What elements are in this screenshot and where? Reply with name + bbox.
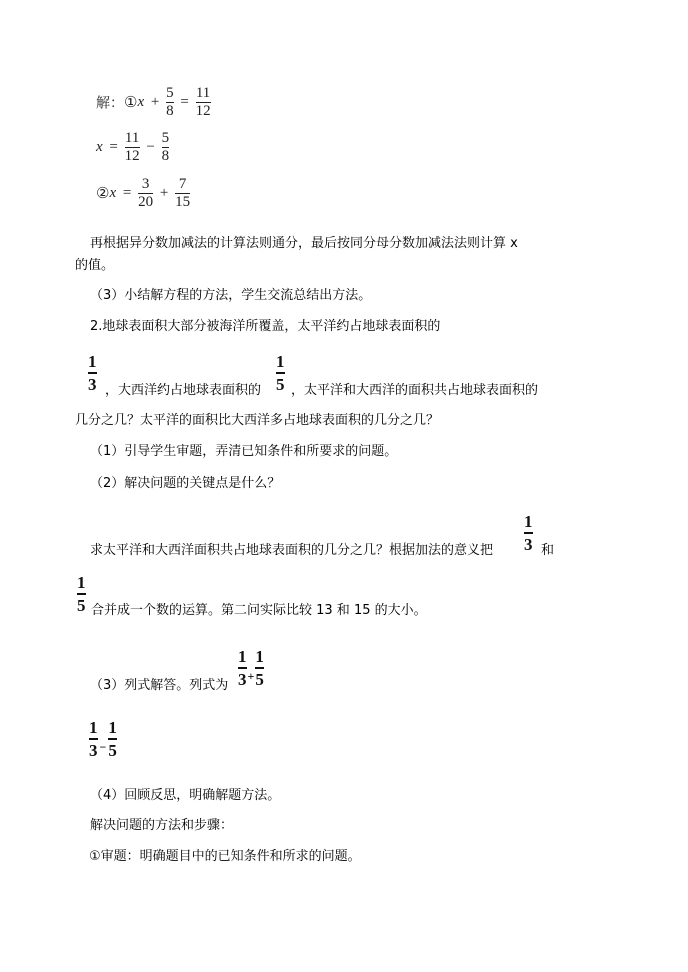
key-point-text: 求太平洋和大西洋面积共占地球表面积的几分之几？根据加法的意义把 xyxy=(90,543,494,558)
variable-x: x xyxy=(96,139,103,155)
method-step-1: ①审题：明确题目中的已知条件和所求的问题。 xyxy=(89,849,361,864)
equation-line-2: x = $\frac{11}{12}$ − $\frac{5}{8}$ xyxy=(96,130,170,164)
fraction: $\frac{3}{20}$ xyxy=(138,176,154,210)
fraction: $\frac{11}{12}$ xyxy=(195,85,211,119)
solution-label: 解： xyxy=(96,95,124,112)
fraction: $\frac{5}{8}$ xyxy=(161,130,170,164)
fraction: $\frac{5}{8}$ xyxy=(166,85,174,119)
equation-line-3: ②x = $\frac{3}{20}$ + $\frac{7}{15}$ xyxy=(96,176,191,210)
step-1: （1）引导学生审题，弄清已知条件和所要求的问题。 xyxy=(90,444,398,459)
problem-2-question: 几分之几？太平洋的面积比大西洋多占地球表面积的几分之几？ xyxy=(75,413,440,428)
paragraph-line: 再根据异分数加减法的计算法则通分，最后按同分母分数加减法法则计算 x xyxy=(90,236,518,251)
step-summary: （3）小结解方程的方法，学生交流总结出方法。 xyxy=(90,288,372,303)
variable-x: x xyxy=(109,185,117,201)
step-2: （2）解决问题的关键点是什么？ xyxy=(90,476,281,491)
fraction-one-fifth: $\frac{1}{5}$ xyxy=(276,352,285,394)
sum-expression: $\frac{1}{3}$ $_+$ $\frac{1}{5}$ xyxy=(238,647,264,689)
fraction: $\frac{7}{15}$ xyxy=(175,176,191,210)
problem-2-intro: 2.地球表面积大部分被海洋所覆盖，太平洋约占地球表面积的 xyxy=(90,319,441,334)
variable-x: x xyxy=(137,94,145,110)
and-word: 和 xyxy=(541,543,555,558)
circled-marker-2: ② xyxy=(96,186,110,202)
step-4: （4）回顾反思，明确解题方法。 xyxy=(90,788,281,803)
fraction-one-fifth: $\frac{1}{5}$ xyxy=(77,573,86,615)
fraction-one-third: $\frac{1}{3}$ xyxy=(524,512,533,554)
method-title: 解决问题的方法和步骤： xyxy=(90,818,234,833)
circled-marker-1: ① xyxy=(124,95,138,111)
fraction: $\frac{11}{12}$ xyxy=(124,130,140,164)
key-point-text-2: 合并成一个数的运算。第二问实际比较 13 和 15 的大小。 xyxy=(91,603,427,618)
fraction-one-third: $\frac{1}{3}$ xyxy=(88,352,97,394)
problem-2-tail: ，太平洋和大西洋的面积共占地球表面积的 xyxy=(291,383,539,398)
paragraph-line: 的值。 xyxy=(75,258,115,273)
equation-line-1: 解：①x + $\frac{5}{8}$ = $\frac{11}{12}$ xyxy=(96,85,211,119)
difference-expression: $\frac{1}{3}$ $_-$ $\frac{1}{5}$ xyxy=(89,718,117,760)
step-3-solve: （3）列式解答。列式为 xyxy=(90,678,229,693)
problem-2-mid: ，大西洋约占地球表面积的 xyxy=(105,383,262,398)
